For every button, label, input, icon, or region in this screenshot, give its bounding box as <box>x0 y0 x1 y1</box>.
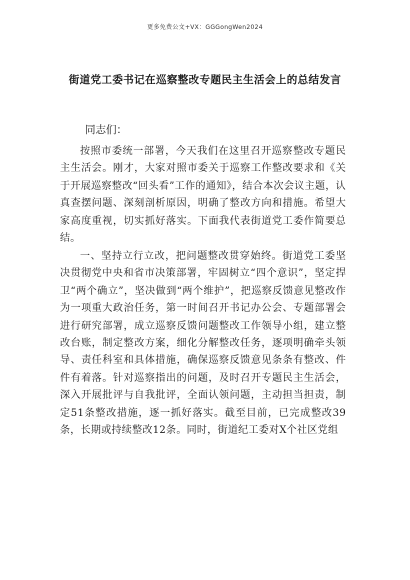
paragraph-intro: 按照市委统一部署，今天我们在这里召开巡察整改专题民主生活会。刚才，大家对照市委关于巡察工作整改要求和《关于开展巡察整改“回头看”工作的通知》，结合本次会议主题，认真查摆问题、深刻剖析原因，明确了整改方向和措施。希望大家高度重视，切实抓好落实。下面我代表街道党工委作简要总结。 <box>60 146 346 245</box>
document-body <box>60 143 346 440</box>
header-note: 更多免费公文+VX：GGGongWen2024 <box>147 24 263 31</box>
paragraph-section-one: 一、坚持立行立改，把问题整改贯穿始终。街道党工委坚决贯彻党中央和省市决策部署，牢固树立“四个意识”，坚定捍卫“两个确立”，坚决做到“两个维护”，把巡察反馈意见整改作为一项重大政治任务，第一时间召开书记办公会、专题部署会进行研究部署，成立巡察反馈问题整改工作领导小组，建立整改台账，制定整改方案，细化分解整改任务，逐项明确牵头领导、责任科室和具体措施，确保巡察反馈意见条条有整改、件件有着落。针对巡察指出的问题，及时召开专题民主生活会，深入开展批评与自我批评，全面认领问题，主动担当担责，制定51条整改措施，逐一抓好落实。截至目前，已完成整改39条，长期或持续整改12条。同时，街道纪工委对X个社区党组 <box>60 250 346 437</box>
document-title: 街道党工委书记在巡察整改专题民主生活会上的总结发言 <box>68 74 342 86</box>
salutation: 同志们： <box>85 124 127 136</box>
